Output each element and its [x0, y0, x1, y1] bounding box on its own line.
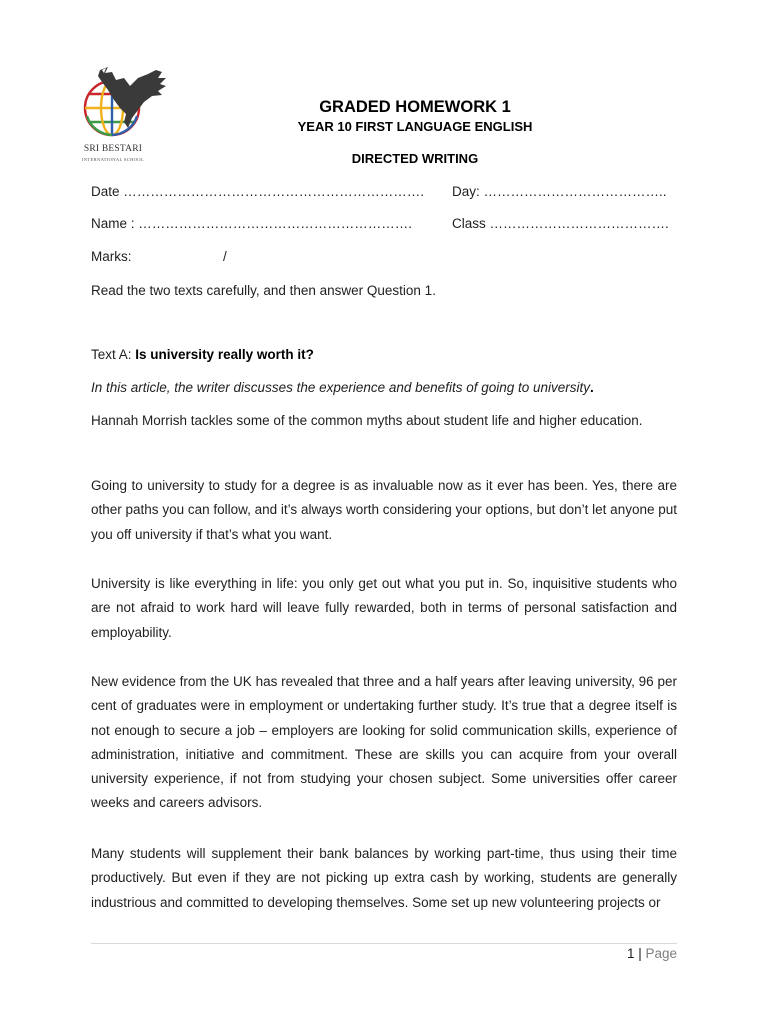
class-field: Class …………………………………. — [452, 216, 669, 231]
text-a-intro-text: In this article, the writer discusses the experience and benefits of going to university — [91, 380, 591, 395]
text-a-intro — [91, 380, 594, 395]
footer-divider — [91, 943, 677, 944]
body-paragraph-2: University is like everything in life: you only get out what you put in. So, inquisitive students who are not afraid to work hard will leave fully rewarded, both in terms of personal satisfaction and employability. — [91, 576, 677, 640]
page-footer — [627, 946, 677, 961]
logo-school-subtitle: INTERNATIONAL SCHOOL — [81, 157, 145, 162]
section-heading: DIRECTED WRITING — [351, 151, 479, 166]
day-field: Day: ………………………………….. — [452, 184, 667, 199]
text-a-title: Is university really worth it? — [135, 347, 314, 362]
page-label: Page — [645, 946, 677, 961]
document-subtitle: YEAR 10 FIRST LANGUAGE ENGLISH — [297, 119, 533, 134]
logo-school-name: SRI BESTARI — [83, 144, 143, 154]
marks-label: Marks: — [91, 249, 132, 264]
text-a-label: Text A: — [91, 347, 136, 362]
body-paragraph-4: Many students will supplement their bank balances by working part-time, thus using their time productively. But even if they are not picking up extra cash by working, students are generally industrious and committed to developing themselves. Some set up new volunteering projects or — [91, 846, 677, 910]
body-paragraph-1: Going to university to study for a degree is as invaluable now as it ever has been. Yes, there are other paths you can follow, and it’s always worth considering your options, but don’t let anyone put you off university if that’s what you want. — [91, 478, 677, 542]
body-paragraph-3: New evidence from the UK has revealed that three and a half years after leaving university, 96 per cent of graduates were in employment or undertaking further study. It’s true that a degree itself is not enough to secure a job – employers are looking for solid communication skills, experience of administration, initiative and commitment. These are skills you can acquire from your overall university experience, if not from studying your chosen subject. Some universities offer career weeks and careers advisors. — [91, 674, 677, 811]
document-title: GRADED HOMEWORK 1 — [319, 98, 511, 116]
page-separator: | — [634, 946, 646, 961]
marks-separator: / — [223, 249, 227, 264]
name-field: Name : ……………………………………………………. — [91, 216, 413, 231]
text-a-byline: Hannah Morrish tackles some of the common myths about student life and higher education. — [91, 413, 643, 428]
text-a-heading — [91, 347, 314, 362]
page-number: 1 — [626, 946, 635, 961]
instruction-text: Read the two texts carefully, and then answer Question 1. — [91, 283, 436, 298]
text-a-intro-period: . — [590, 380, 594, 395]
date-field: Date …………………………………………………………. — [91, 184, 425, 199]
